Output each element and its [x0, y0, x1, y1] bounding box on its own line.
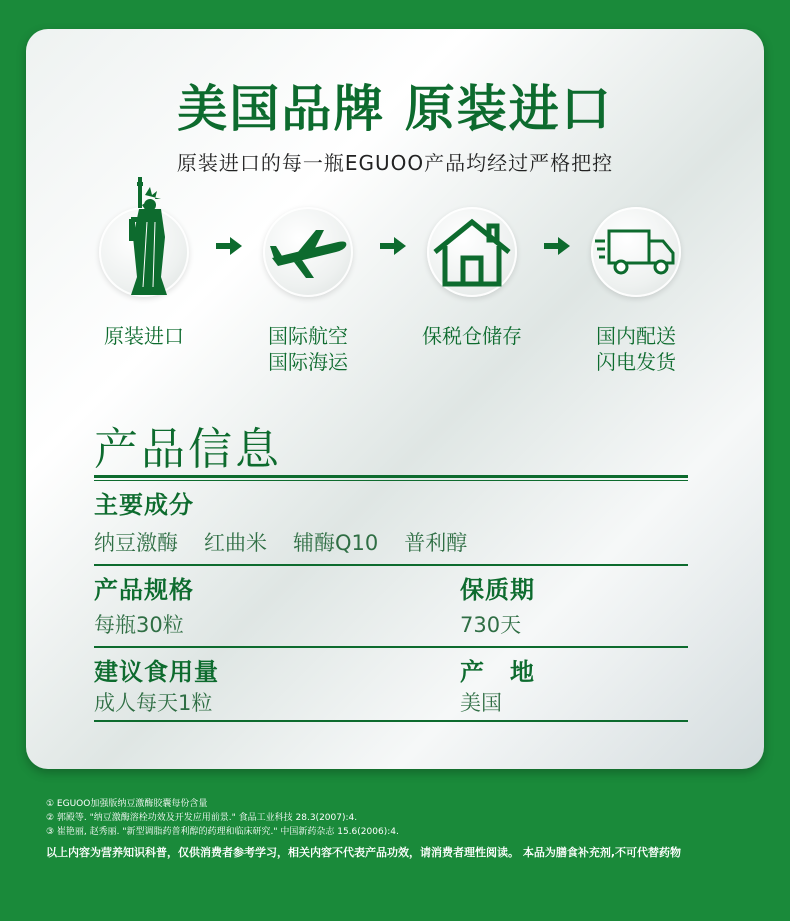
footnotes	[46, 797, 399, 839]
step-label-line: 保税仓储存	[422, 324, 522, 348]
step-label	[407, 323, 537, 349]
disclaimer: 以上内容为营养知识科普，仅供消费者参考学习，相关内容不代表产品功效，请消费者理性阅读。 本品为膳食补充剂,不可代替药物	[46, 846, 682, 859]
arrow-right-icon	[380, 237, 406, 255]
section-title: 产品信息	[94, 424, 282, 475]
step-icon-circle	[591, 207, 681, 297]
step-label-line: 国内配送	[596, 324, 676, 348]
step-icon-circle	[263, 207, 353, 297]
spec-value: 每瓶30粒	[94, 613, 184, 637]
step-icon-circle	[427, 207, 517, 297]
shelf-life-heading: 保质期	[460, 576, 535, 604]
step-label-line: 原装进口	[104, 324, 184, 348]
arrow-right-icon	[216, 237, 242, 255]
origin-heading: 产 地	[460, 658, 535, 686]
step-label	[571, 323, 701, 375]
step-icon-circle	[99, 207, 189, 297]
dosage-heading: 建议食用量	[94, 658, 219, 686]
step-label-line: 国际航空	[268, 324, 348, 348]
ingredient-item: 辅酶Q10	[293, 531, 379, 555]
ingredient-item: 红曲米	[204, 531, 267, 555]
shelf-life-value: 730天	[460, 613, 522, 637]
origin-value: 美国	[460, 691, 502, 715]
airplane-icon	[268, 222, 348, 282]
step-label-line: 闪电发货	[596, 350, 676, 374]
divider	[94, 646, 688, 648]
arrow-right-icon	[544, 237, 570, 255]
delivery-truck-icon	[595, 227, 677, 277]
step-label	[79, 323, 209, 349]
footnote: ① EGUOO加强版纳豆激酶胶囊每份含量	[46, 799, 208, 809]
ingredients-heading: 主要成分	[94, 491, 194, 519]
house-icon	[431, 216, 513, 288]
divider	[94, 720, 688, 722]
statue-of-liberty-icon	[109, 177, 179, 297]
footnote: ② 郭殿等. "纳豆激酶溶栓功效及开发应用前景." 食品工业科技 28.3(2007):4.	[46, 813, 358, 823]
footnote: ③ 崔艳丽, 赵秀丽. "新型调脂药普利醇的药理和临床研究." 中国新药杂志 15.6(2006):4.	[46, 827, 399, 837]
step-label	[243, 323, 373, 375]
ingredient-item: 普利醇	[404, 531, 468, 555]
page-title: 美国品牌 原装进口	[177, 80, 613, 138]
content-card	[26, 29, 764, 769]
divider	[94, 480, 688, 481]
ingredient-item: 纳豆激酶	[94, 531, 178, 555]
divider	[94, 475, 688, 478]
ingredients-list	[94, 527, 467, 557]
spec-heading: 产品规格	[94, 576, 194, 604]
dosage-value: 成人每天1粒	[94, 691, 213, 715]
page-subtitle: 原装进口的每一瓶EGUOO产品均经过严格把控	[176, 151, 614, 175]
divider	[94, 564, 688, 566]
step-label-line: 国际海运	[268, 350, 348, 374]
